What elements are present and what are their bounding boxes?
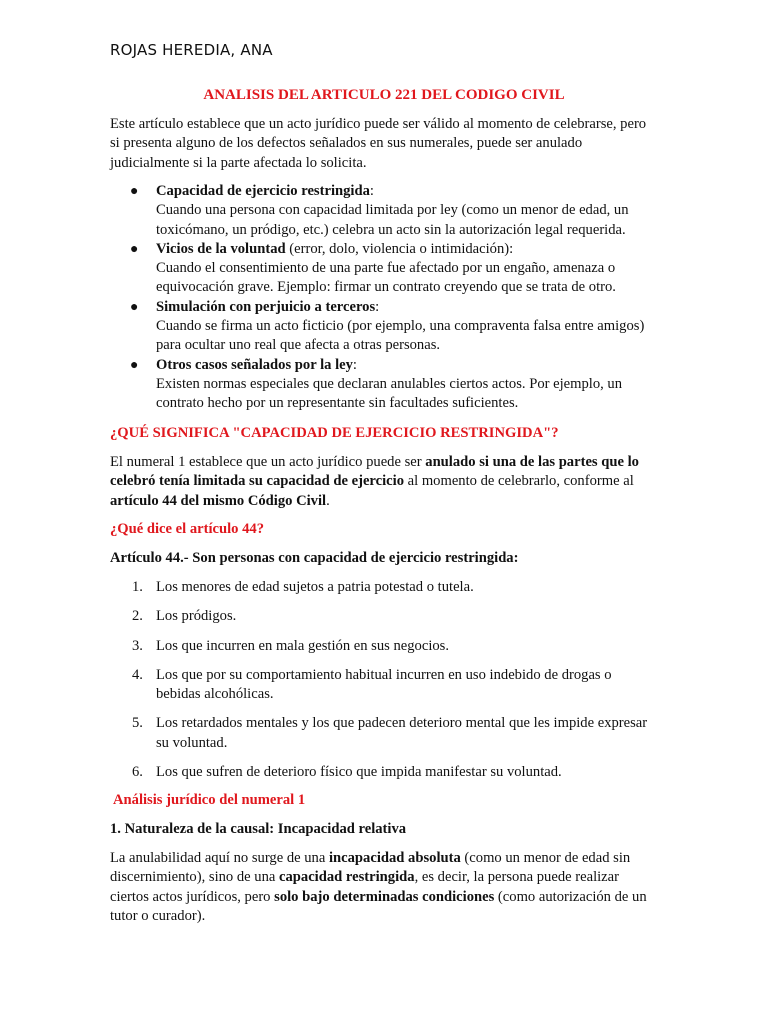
bold-run: capacidad restringida	[279, 869, 415, 886]
list-item-suffix: (error, dolo, violencia o intimidación):	[285, 240, 514, 257]
item-number: 1.	[132, 579, 143, 595]
section-heading: ¿QUÉ SIGNIFICA "CAPACIDAD DE EJERCICIO RESTRINGIDA"?	[110, 425, 559, 441]
list-item-term: Capacidad de ejercicio restringida	[156, 183, 370, 199]
list-item-body: Cuando el consentimiento de una parte fue afectado por un engaño, amenaza o equivocación grave. Ejemplo: firmar un contrato creyendo que se trata de otro.	[156, 260, 616, 296]
article44-title: Artículo 44.- Son personas con capacidad de ejercicio restringida:	[110, 550, 519, 566]
list-item	[110, 637, 658, 656]
list-item-term: Vicios de la voluntad	[156, 240, 286, 257]
text-run: (como un menor de edad sin discernimiento), sino de una	[110, 850, 631, 886]
nature-heading: 1. Naturaleza de la causal: Incapacidad relativa	[110, 821, 407, 837]
article44-heading: ¿Qué dice el artículo 44?	[110, 521, 265, 537]
list-item	[110, 182, 658, 240]
item-number: 5.	[132, 715, 143, 732]
document-title: ANALISIS DEL ARTICULO 221 DEL CODIGO CIVIL	[203, 87, 565, 103]
nature-paragraph	[110, 849, 658, 926]
list-item	[110, 666, 658, 705]
causes-list	[110, 182, 658, 414]
list-item	[110, 763, 658, 782]
item-text: Los que sufren de deterioro físico que impida manifestar su voluntad.	[156, 764, 562, 781]
text-run: al momento de celebrarlo, conforme al	[404, 473, 634, 490]
list-item	[110, 298, 658, 356]
bullet-icon: ●	[130, 299, 139, 315]
text-run: La anulabilidad aquí no surge de una	[110, 850, 329, 866]
list-item-body: Existen normas especiales que declaran anulables ciertos actos. Por ejemplo, un contrato hecho por un representante sin facultades suficientes.	[156, 375, 623, 412]
text-run: El numeral 1 establece que un acto jurídico puede ser	[110, 454, 426, 470]
item-number: 3.	[132, 637, 143, 654]
author-name: ROJAS HEREDIA, ANA	[110, 41, 273, 59]
bullet-icon: ●	[130, 184, 139, 199]
item-text: Los retardados mentales y los que padecen deterioro mental que les impide expresar su voluntad.	[156, 715, 648, 751]
text-run: .	[326, 492, 330, 509]
list-item-suffix: :	[375, 298, 380, 315]
intro-paragraph: Este artículo establece que un acto jurídico puede ser válido al momento de celebrarse, pero si presenta alguno de los defectos señalados en sus numerales, puede ser anulado judicialmente si la parte afectada lo solicita.	[110, 116, 647, 171]
bullet-icon: ●	[130, 241, 139, 257]
list-item	[110, 607, 658, 626]
item-text: Los que incurren en mala gestión en sus negocios.	[156, 637, 450, 654]
list-item-term: Otros casos señalados por la ley	[156, 356, 353, 373]
section1-paragraph	[110, 453, 658, 511]
bold-run: solo bajo determinadas condiciones	[274, 888, 495, 905]
list-item-suffix: :	[369, 183, 374, 199]
list-item	[110, 240, 658, 298]
item-text: Los menores de edad sujetos a patria potestad o tutela.	[156, 579, 474, 595]
bold-run: artículo 44 del mismo Código Civil	[110, 492, 327, 509]
bold-run: incapacidad absoluta	[328, 850, 461, 866]
item-number: 6.	[132, 764, 143, 781]
analysis-heading: Análisis jurídico del numeral 1	[113, 792, 306, 808]
list-item	[110, 578, 658, 597]
article44-list	[110, 578, 658, 782]
list-item	[110, 714, 658, 753]
list-item-term: Simulación con perjuicio a terceros	[156, 298, 376, 315]
item-text: Los que por su comportamiento habitual incurren en uso indebido de drogas o bebidas alcohólicas.	[156, 666, 612, 703]
text-run: (como autorización de un tutor o curador).	[110, 888, 647, 924]
item-number: 4.	[132, 666, 143, 683]
list-item-body: Cuando una persona con capacidad limitada por ley (como un menor de edad, un toxicómano, un pródigo, etc.) celebra un acto sin la autorización legal requerida.	[156, 202, 629, 238]
item-text: Los pródigos.	[156, 608, 237, 625]
list-item	[110, 356, 658, 414]
bold-run: anulado si una de las partes que lo celebró tenía limitada su capacidad de ejercicio	[110, 454, 639, 490]
text-run: , es decir, la persona puede realizar ciertos actos jurídicos, pero	[110, 869, 619, 905]
bullet-icon: ●	[130, 357, 139, 373]
list-item-body: Cuando se firma un acto ficticio (por ejemplo, una compraventa falsa entre amigos) para ocultar uno real que afecta a otras personas.	[156, 318, 645, 354]
item-number: 2.	[132, 608, 143, 625]
list-item-suffix: :	[352, 356, 357, 373]
